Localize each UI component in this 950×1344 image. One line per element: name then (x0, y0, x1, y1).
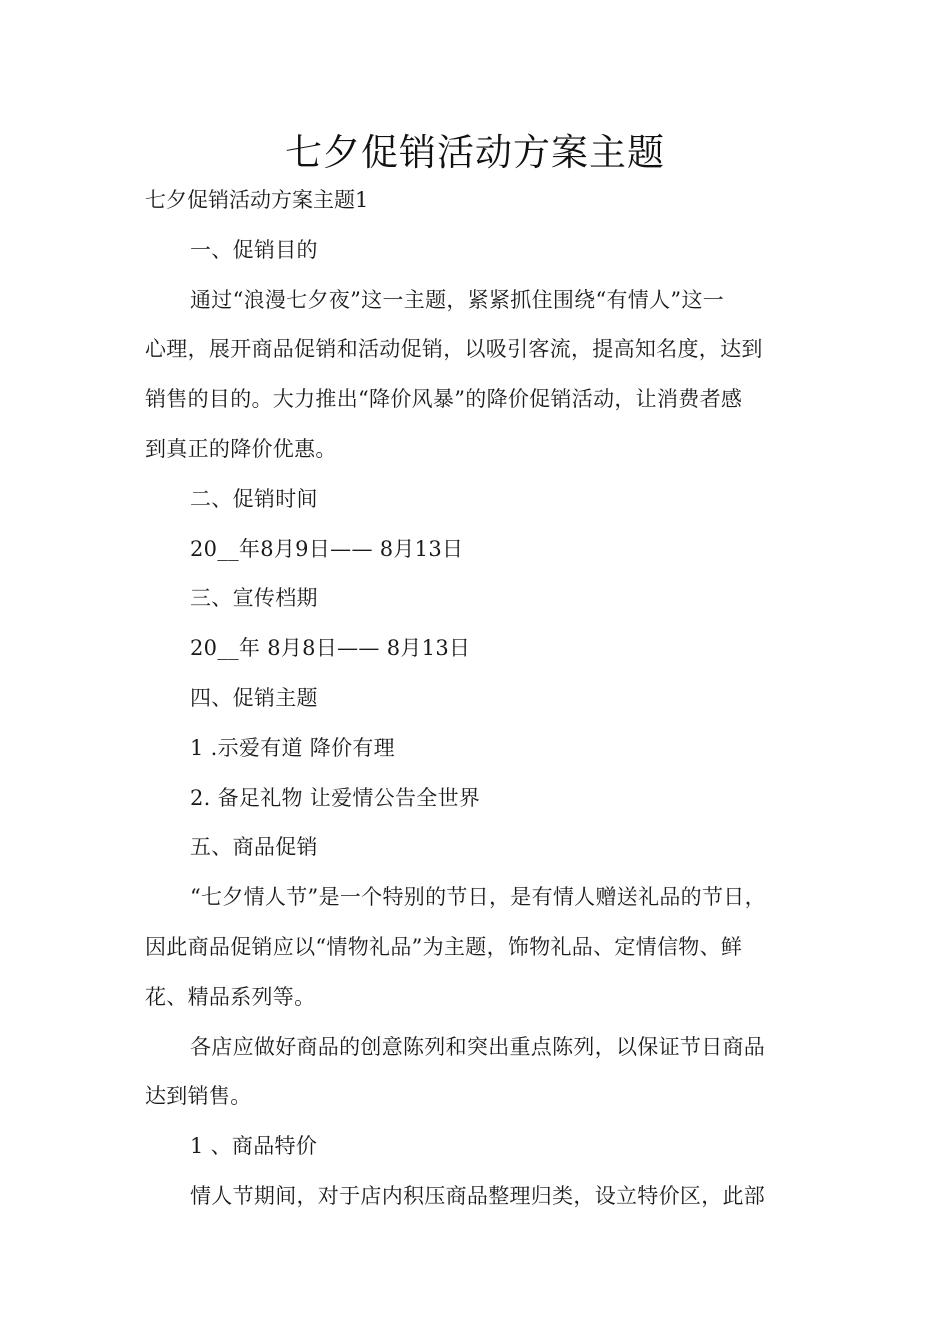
promotion-date-range: 20__年8月9日—— 8月13日 (190, 536, 464, 561)
paragraph-line: 各店应做好商品的创意陈列和突出重点陈列，以保证节日商品 (190, 1034, 766, 1059)
paragraph-line: 通过“浪漫七夕夜”这一主题，紧紧抓住围绕“有情人”这一 (190, 287, 725, 312)
section-heading: 七夕促销活动方案主题1 (145, 188, 369, 212)
heading-promotion-time: 二、促销时间 (190, 486, 318, 511)
heading-publicity-period: 三、宣传档期 (190, 586, 318, 611)
paragraph-line: 到真正的降价优惠。 (145, 436, 337, 461)
heading-promotion-purpose: 一、促销目的 (190, 237, 318, 262)
publicity-date-range: 20__年 8月8日—— 8月13日 (190, 636, 471, 661)
theme-item: 1 .示爱有道 降价有理 (190, 735, 395, 760)
document-body (145, 176, 810, 1222)
heading-product-promotion: 五、商品促销 (190, 835, 318, 860)
paragraph-line: 情人节期间，对于店内积压商品整理归类，设立特价区，此部 (190, 1183, 766, 1208)
heading-special-price: 1 、商品特价 (190, 1134, 318, 1159)
paragraph-line: 达到销售。 (145, 1084, 252, 1109)
paragraph-line: 销售的目的。大力推出“降价风暴”的降价促销活动，让消费者感 (145, 387, 743, 412)
document-title: 七夕促销活动方案主题 (285, 131, 665, 174)
paragraph-line: 因此商品促销应以“情物礼品”为主题，饰物礼品、定情信物、鲜 (145, 934, 743, 959)
paragraph-line: “七夕情人节”是一个特别的节日，是有情人赠送礼品的节日， (190, 885, 766, 910)
heading-promotion-theme: 四、促销主题 (190, 685, 318, 710)
theme-item: 2. 备足礼物 让爱情公告全世界 (190, 785, 481, 810)
paragraph-line: 花、精品系列等。 (145, 984, 316, 1009)
paragraph-line: 心理，展开商品促销和活动促销，以吸引客流，提高知名度，达到 (145, 337, 763, 362)
